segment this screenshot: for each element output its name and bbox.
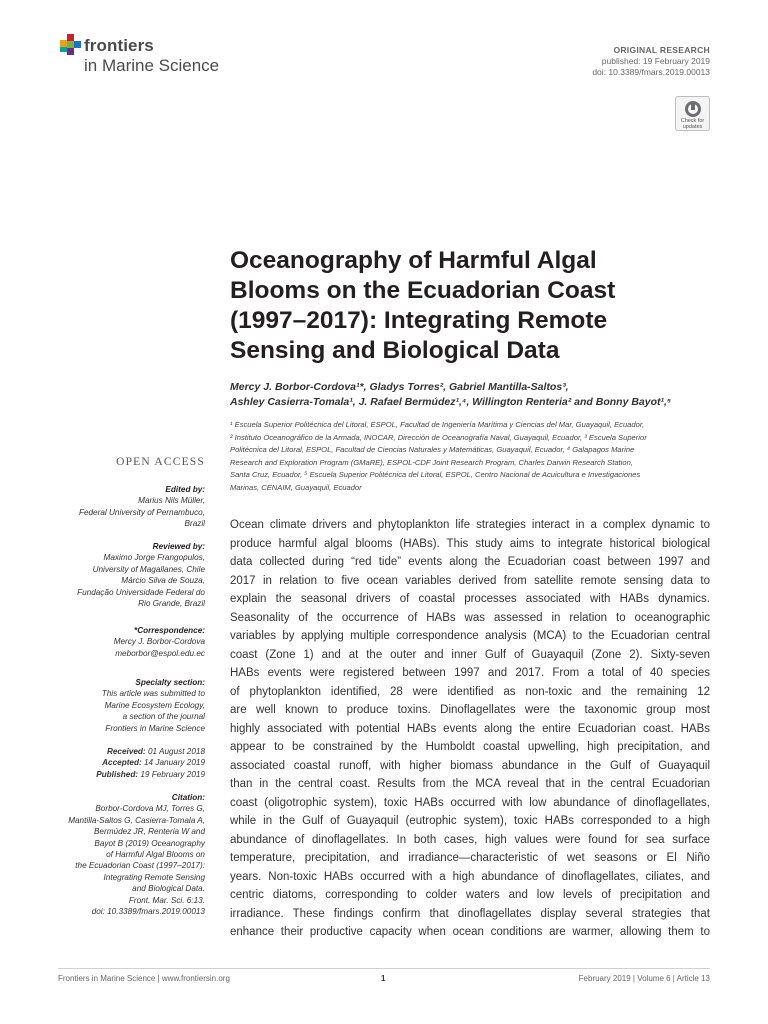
reviewer-line: Márcio Silva de Souza,: [121, 576, 205, 586]
reviewer-line: Rio Grande, Brazil: [138, 599, 205, 609]
doi-link[interactable]: doi: 10.3389/fmars.2019.00013: [592, 67, 710, 77]
citation-heading: Citation:: [171, 793, 205, 802]
received-label: Received:: [106, 747, 146, 756]
received-date: [45, 746, 205, 757]
citation-line: Bermúdez JR, Renteria W and: [93, 827, 205, 837]
specialty-line: Frontiers in Marine Science: [105, 723, 205, 733]
sidebar-dates: [45, 746, 205, 780]
title-line: Oceanography of Harmful Algal: [230, 247, 597, 274]
specialty-heading: Specialty section:: [135, 678, 205, 687]
journal-logo[interactable]: [58, 34, 258, 84]
title-line: (1997–2017): Integrating Remote: [230, 307, 608, 334]
abstract-line: years. Non-toxic HABs occurred with a high abundance of dinoflagellates, ciliates, and: [230, 870, 710, 883]
abstract-line: centric diatoms, corresponding to colder waters and low levels of precipitation and: [230, 889, 710, 901]
article-type: ORIGINAL RESEARCH: [613, 45, 710, 55]
published-label: Published:: [96, 769, 139, 779]
editor-line: Marius Nils Müller,: [138, 496, 205, 506]
sidebar-metadata: [45, 484, 205, 530]
check-for-updates-button[interactable]: [675, 96, 710, 131]
citation-doi[interactable]: doi: 10.3389/fmars.2019.00013: [91, 907, 205, 917]
affiliations: [230, 419, 710, 494]
frontiers-logo-icon: [58, 34, 82, 58]
abstract-line: irradiance. These findings confirm that dinoflagellates display several strategies that: [230, 907, 710, 920]
title-line: Blooms on the Ecuadorian Coast: [230, 277, 616, 304]
abstract-line: Seasonality of the occurrence of HABs was assessed in relation to oceanographic: [230, 611, 710, 624]
reviewer-line: University of Magallanes, Chile: [92, 564, 205, 574]
citation-line: Front. Mar. Sci. 6:13.: [128, 895, 205, 905]
reviewed-by-heading: Reviewed by:: [152, 542, 205, 551]
abstract-line: coast (oligotrophic system), toxic HABs occurred with low abundance of dinoflagellates,: [230, 796, 710, 809]
abstract-line: enhance their productive capacity when ocean conditions are warmer, allowing them to: [230, 926, 710, 938]
specialty-line: a section of the journal: [122, 712, 205, 722]
correspondence-heading: *Correspondence:: [134, 626, 205, 635]
author-list: [230, 380, 710, 410]
check-updates-label-1: Check for: [680, 118, 705, 124]
abstract-line: coast (Zone 1) and at the outer and inner Gulf of Guayaquil (Zone 2). Sixty-seven: [230, 648, 710, 661]
citation-line: Borbor-Cordova MJ, Torres G,: [95, 804, 205, 814]
accepted-date: [45, 757, 205, 768]
affiliation-line: ² Instituto Oceanográfico de la Armada, INOCAR, Dirección de Oceanografía Naval, Guayaquil, Ecuador, ³ Escuela Superior: [230, 432, 647, 442]
published-value: 19 February 2019: [140, 769, 205, 779]
reviewer-line: Fundação Universidade Federal do: [77, 587, 205, 597]
correspondence-name: Mercy J. Borbor-Cordova: [113, 637, 205, 647]
abstract-line: associated coastal runoff, with higher biomass abundance in the Gulf of Guayaquil: [230, 759, 710, 772]
accepted-value: 14 January 2019: [144, 758, 205, 768]
footer-journal-link[interactable]: Frontiers in Marine Science | www.frontiersin.org: [58, 974, 230, 983]
sidebar-correspondence: [45, 625, 205, 659]
affiliation-line: Marinas, CENAIM, Guayaquil, Ecuador: [230, 482, 362, 492]
accepted-label: Accepted:: [102, 758, 142, 768]
abstract-line: appear to be constrained by the Humboldt coastal upwelling, high precipitation, and: [230, 741, 710, 753]
editor-line: Federal University of Pernambuco,: [78, 507, 205, 517]
received-value: 01 August 2018: [147, 747, 205, 756]
brand-name: frontiers: [84, 36, 154, 55]
reviewer-line: Maximo Jorge Frangopulos,: [103, 553, 205, 563]
citation-line: Bayot B (2019) Oceanography: [94, 838, 205, 848]
abstract-line: temperature, precipitation, and irradiance—characteristic of wet seasons or El Niño: [230, 852, 710, 864]
citation-line: the Ecuadorian Coast (1997–2017):: [75, 861, 205, 871]
article-title: [230, 246, 700, 366]
correspondence-email[interactable]: meborbor@espol.edu.ec: [115, 648, 205, 658]
page-number: 1: [381, 974, 386, 983]
sidebar-reviewers: [45, 541, 205, 609]
affiliation-line: ¹ Escuela Superior Politécnica del Litoral, ESPOL, Facultad de Ingeniería Marítima y Ciencias del Mar, Guayaquil, Ecuador,: [230, 420, 645, 429]
abstract-line: abundance of dinoflagellates. In both cases, high values were found for sea surface: [230, 833, 710, 846]
abstract-line: HABs events were registered between 1997 and 2017. From a total of 40 species: [230, 667, 710, 679]
footer-volume-info: February 2019 | Volume 6 | Article 13: [578, 974, 710, 983]
editor-line: Brazil: [184, 519, 205, 529]
citation-line: Mantilla-Saltos G, Casierra-Tomala A,: [68, 815, 205, 825]
published-date: published: 19 February 2019: [601, 56, 710, 66]
check-updates-icon: [684, 100, 702, 118]
specialty-line: This article was submitted to: [101, 689, 205, 699]
edited-by-heading: Edited by:: [165, 485, 205, 494]
abstract-line: while in the Gulf of Guayaquil (eutrophic system), toxic HABs corresponded to a high: [230, 815, 710, 827]
citation-line: Integrating Remote Sensing: [103, 872, 205, 882]
sidebar-specialty: [45, 677, 205, 734]
footer-divider: [58, 968, 710, 969]
abstract-line: Ocean climate drivers and phytoplankton life strategies interact in a complex dynamic to: [230, 519, 710, 531]
title-line: Sensing and Biological Data: [230, 337, 560, 364]
citation-line: and Biological Data.: [132, 884, 205, 894]
abstract-line: data collected during “red tide” events along the Ecuadorian coast between 1997 and: [230, 556, 710, 568]
abstract: [230, 516, 710, 942]
abstract-line: produce harmful algal blooms (HABs). This study aims to integrate historical biological: [230, 537, 710, 550]
affiliation-line: Research and Exploration Program (GMaRE), ESPOL-CDF Joint Research Program, Charles Darwin Research Station,: [230, 457, 633, 467]
abstract-line: variables by applying multiple correspondence analysis (MCA) to the Ecuadorian central: [230, 630, 710, 642]
open-access-label: OPEN ACCESS: [116, 456, 205, 468]
sidebar-citation: [45, 792, 205, 917]
affiliation-line: Politécnica del Litoral, ESPOL, Facultad de Ciencias Naturales y Matemáticas, Guayaquil, Ecuador, ⁴ Galapagos Marine: [230, 445, 635, 454]
citation-line: of Harmful Algal Blooms on: [106, 850, 205, 860]
affiliation-line: Santa Cruz, Ecuador, ⁵ Escuela Superior Politécnica del Litoral, ESPOL, Centro Nacional de Acuicultura e Investigaciones: [230, 470, 641, 479]
abstract-line: 2017 in relation to five ocean variables derived from satellite remote sensing data to: [230, 574, 710, 587]
author-line: Mercy J. Borbor-Cordova¹*, Gladys Torres², Gabriel Mantilla-Saltos³,: [230, 381, 569, 393]
published-date-sidebar: [45, 769, 205, 780]
author-line: Ashley Casierra-Tomala¹, J. Rafael Bermúdez¹,⁴, Willington Renteria² and Bonny Bayot¹,⁵: [230, 396, 672, 408]
abstract-line: explain the seasonal drivers of coastal processes associated with HABs dynamics.: [230, 593, 710, 605]
abstract-line: of phytoplankton identified, 28 were identified as non-toxic and the remaining 12: [230, 685, 710, 698]
specialty-line: Marine Ecosystem Ecology,: [104, 700, 205, 710]
abstract-line: than in the central coast. Results from the MCA reveal that in the central Ecuadorian: [230, 778, 710, 790]
abstract-line: are well known to produce toxins. Dinoflagellates were the taxonomic group most: [230, 704, 710, 716]
check-updates-label-2: updates: [682, 124, 703, 130]
journal-name: in Marine Science: [84, 56, 220, 75]
abstract-line: highly associated with potential HABs events along the entire Ecuadorian coast. HABs: [230, 722, 710, 735]
